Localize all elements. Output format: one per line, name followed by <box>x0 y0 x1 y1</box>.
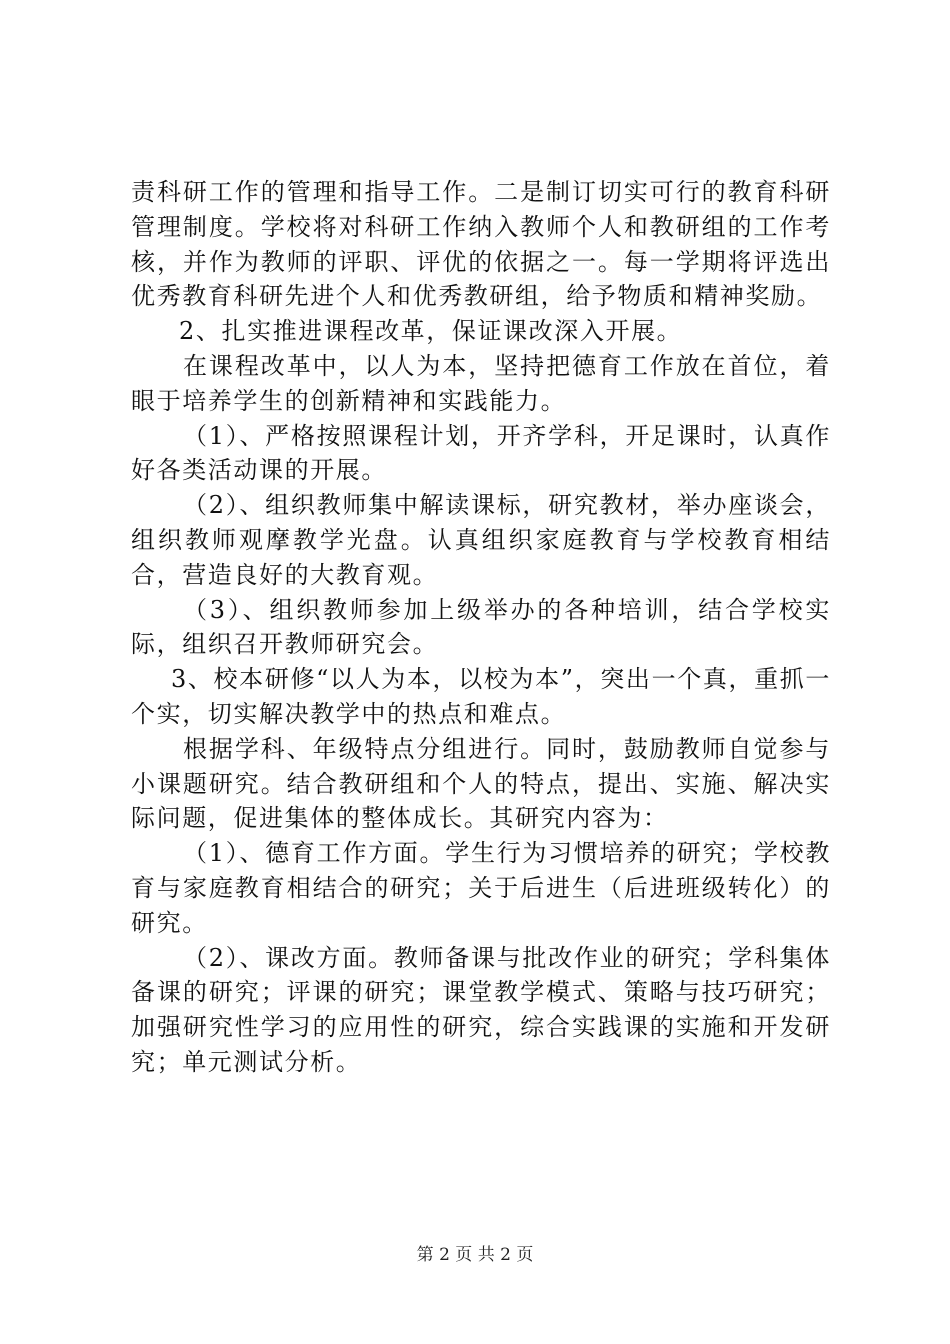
research-item-1: （1）、德育工作方面。学生行为习惯培养的研究；学校教育与家庭教育相结合的研究；关于后进生（后进班级转化）的研究。 <box>131 839 831 937</box>
list-item-1: （1）、严格按照课程计划，开齐学科，开足课时，认真作好各类活动课的开展。 <box>131 421 831 485</box>
section-heading-3: 3、校本研修“以人为本，以校为本”，突出一个真，重抓一个实，切实解决教学中的热点和难点。 <box>131 665 831 728</box>
list-item-3: （3）、组织教师参加上级举办的各种培训，结合学校实际，组织召开教师研究会。 <box>131 595 831 659</box>
page-number-footer: 第 2 页 共 2 页 <box>416 1245 534 1265</box>
document-body <box>131 175 831 1080</box>
paragraph-grouping: 根据学科、年级特点分组进行。同时，鼓励教师自觉参与小课题研究。结合教研组和个人的特点，提出、实施、解决实际问题，促进集体的整体成长。其研究内容为： <box>131 734 831 833</box>
paragraph-continuation: 责科研工作的管理和指导工作。二是制订切实可行的教育科研管理制度。学校将对科研工作纳入教师个人和教研组的工作考核，并作为教师的评职、评优的依据之一。每一学期将评选出优秀教育科研先进个人和优秀教研组，给予物质和精神奖励。 <box>131 178 831 311</box>
research-item-2: （2）、课改方面。教师备课与批改作业的研究；学科集体备课的研究；评课的研究；课堂教学模式、策略与技巧研究；加强研究性学习的应用性的研究，综合实践课的实施和开发研究；单元测试分析。 <box>131 943 831 1076</box>
paragraph-curriculum-reform: 在课程改革中，以人为本，坚持把德育工作放在首位，着眼于培养学生的创新精神和实践能力。 <box>131 351 831 415</box>
section-heading-2: 2、扎实推进课程改革，保证课改深入开展。 <box>179 317 683 346</box>
list-item-2: （2）、组织教师集中解读课标，研究教材，举办座谈会，组织教师观摩教学光盘。认真组织家庭教育与学校教育相结合，营造良好的大教育观。 <box>131 491 831 589</box>
